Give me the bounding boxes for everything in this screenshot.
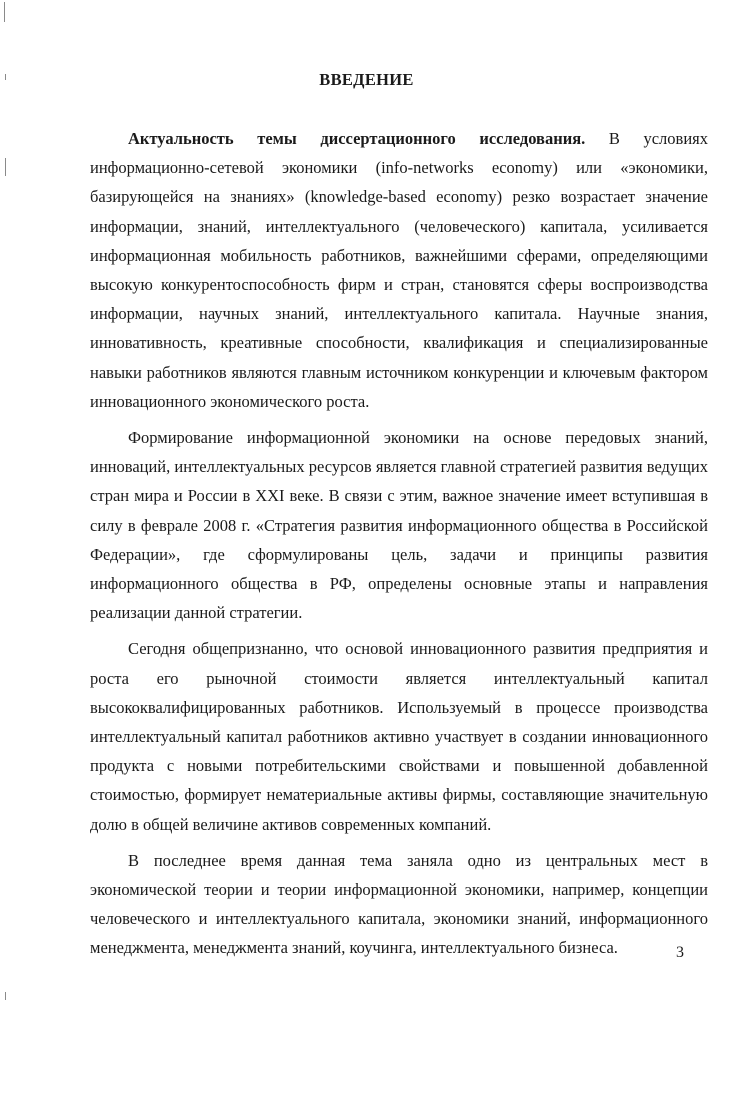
paragraph-intellectual-capital: Сегодня общепризнанно, что основой инновационного развития предприятия и роста его рыночной стоимости является интеллектуальный капитал высококвалифицированных работников. Используемый в процессе производства интеллектуальный капитал работников активно участвует в создании инновационного продукта с новыми потребительскими свойствами и повышенной добавленной стоимостью, формирует нематериальные активы фирмы, составляющие значительную долю в общей величине активов современных компаний. [90, 639, 708, 834]
page-number: 3 [676, 944, 684, 961]
paragraph-text: В условиях информационно-сетевой экономики (info-networks economy) или «экономики, базирующейся на знаниях» (knowledge-based economy) резко возрастает значение информации, знаний, интеллектуального (человеческого) капитала, усиливается информационная мобильность работников, важнейшими сферами, определяющими высокую конкурентоспособность фирм и стран, становятся сферы воспроизводства информации, научных знаний, интеллектуального капитала. Научные знания, инновативность, креативные способности, квалификация и специализированные навыки работников являются главным источником конкуренции и ключевым фактором инновационного экономического роста. [90, 129, 708, 411]
page-title: ВВЕДЕНИЕ [319, 70, 414, 89]
paragraph-recent-topic: В последнее время данная тема заняла одно из центральных мест в экономической теории и теории информационной экономики, например, концепции человеческого и интеллектуального капитала, экономики знаний, информационного менеджмента, менеджмента знаний, коучинга, интеллектуального бизнеса. [90, 850, 708, 958]
scan-artifact [5, 992, 6, 1000]
scan-artifact [4, 2, 5, 22]
paragraph-relevance [90, 124, 708, 416]
body-text [90, 124, 708, 963]
scan-artifact [5, 158, 6, 176]
paragraph-information-economy: Формирование информационной экономики на основе передовых знаний, инноваций, интеллектуальных ресурсов является главной стратегией развития ведущих стран мира и России в XXI веке. В связи с этим, важное значение имеет вступившая в силу в феврале 2008 г. «Стратегия развития информационного общества в Российской Федерации», где сформулированы цель, задачи и принципы развития информационного общества в РФ, определены основные этапы и направления реализации данной стратегии. [90, 428, 708, 623]
paragraph-lead: Актуальность темы диссертационного исследования. [128, 129, 586, 148]
